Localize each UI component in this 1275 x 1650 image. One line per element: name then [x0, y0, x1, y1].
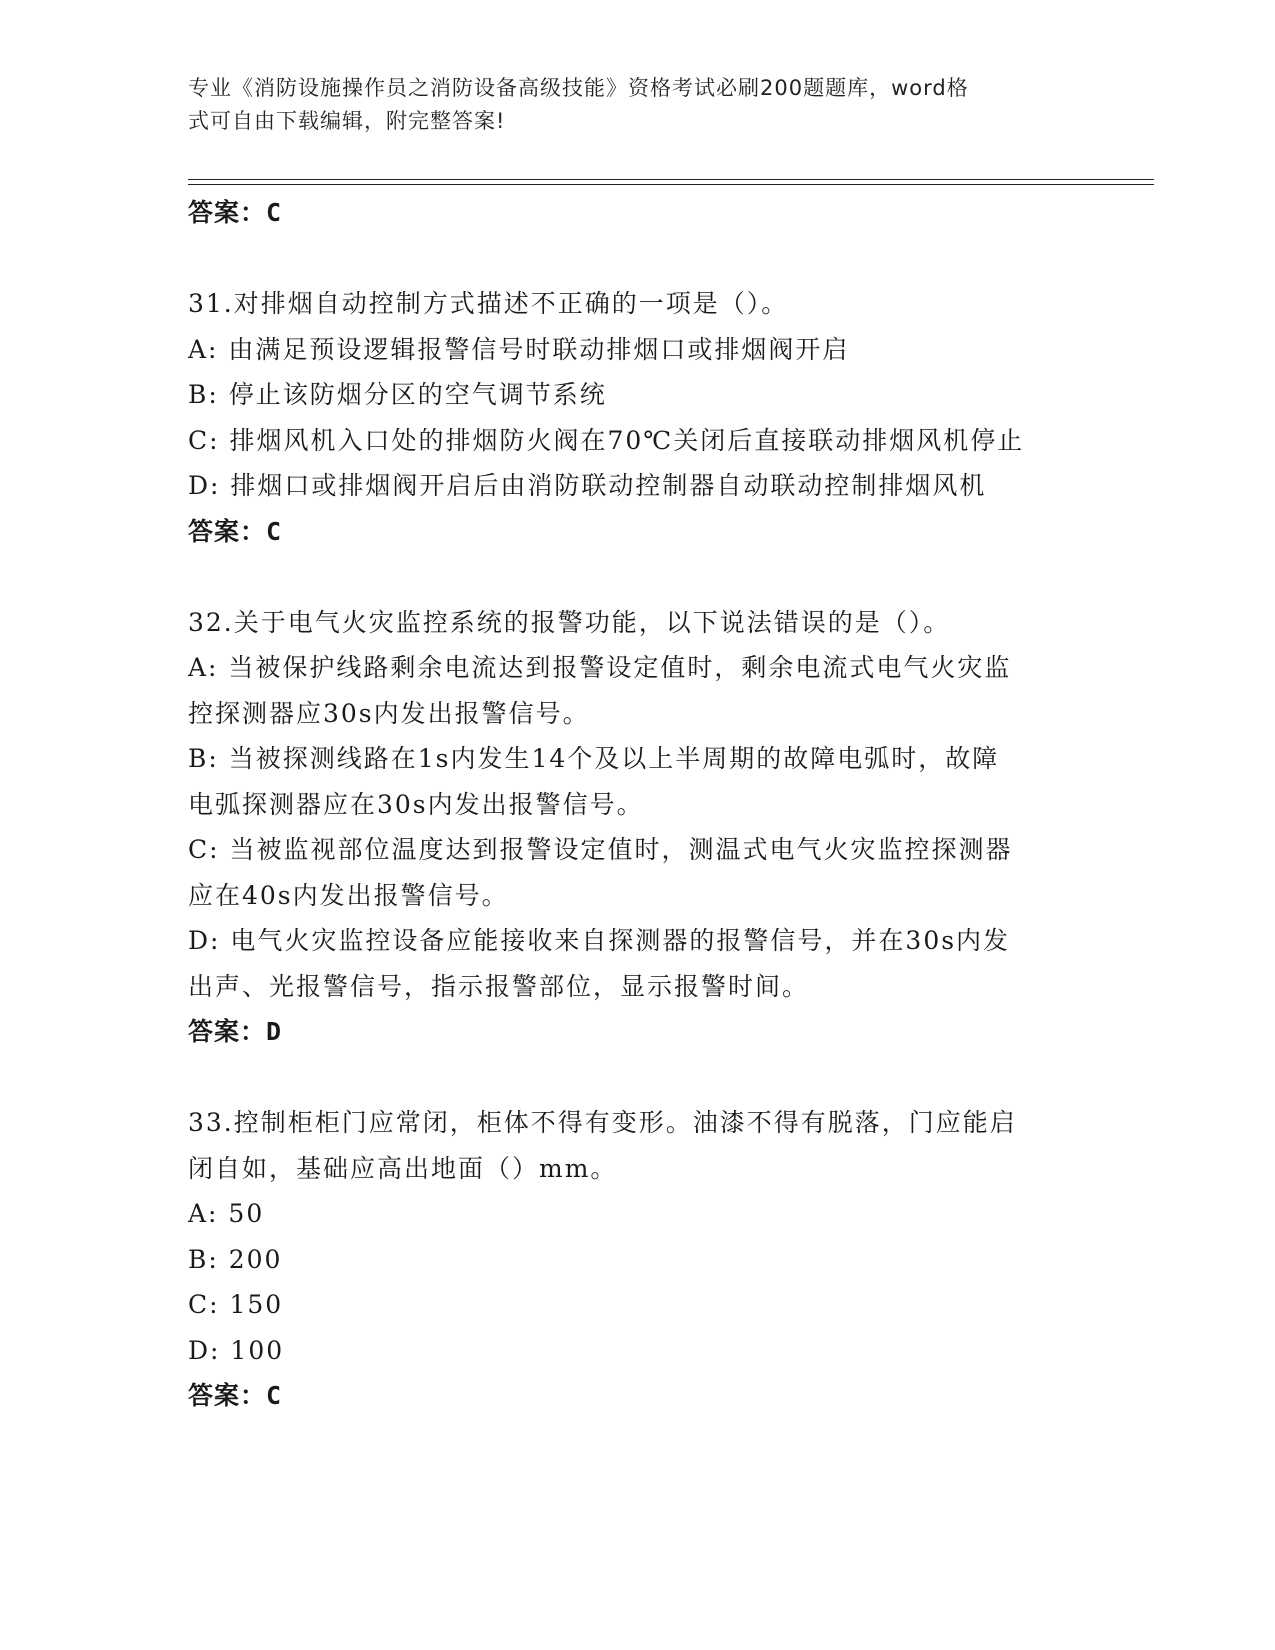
question-answer: [188, 1373, 1088, 1419]
answer-label: 答案：: [188, 198, 267, 227]
question-answer: [188, 1009, 1088, 1055]
spacer: [188, 236, 1088, 282]
option-c-cont: 应在40s内发出报警信号。: [188, 880, 509, 910]
spacer: [188, 554, 1088, 600]
option-b: B: 当被探测线路在1s内发生14个及以上半周期的故障电弧时，故障: [188, 744, 1000, 773]
question-32: [188, 600, 1088, 1055]
answer-label: 答案：: [188, 516, 267, 546]
option-d: D: 100: [188, 1335, 285, 1365]
option-a-cont: 控探测器应30s内发出报警信号。: [188, 698, 590, 728]
option-b: B: 停止该防烟分区的空气调节系统: [188, 380, 607, 409]
option-b: B: 200: [188, 1244, 283, 1274]
answer-label: 答案：: [188, 1017, 267, 1046]
previous-answer: [188, 190, 1088, 236]
option-a: A: 由满足预设逻辑报警信号时联动排烟口或排烟阀开启: [188, 334, 850, 364]
question-33: [188, 1100, 1088, 1419]
option-a: A: 50: [188, 1199, 265, 1228]
option-c: C: 150: [188, 1290, 284, 1319]
spacer: [188, 1055, 1088, 1101]
question-stem: 31.对排烟自动控制方式描述不正确的一项是（）。: [188, 289, 789, 318]
option-d: D: 电气火灾监控设备应能接收来自探测器的报警信号，并在30s内发: [188, 926, 1011, 955]
option-d: D: 排烟口或排烟阀开启后由消防联动控制器自动联动控制排烟风机: [188, 471, 987, 500]
header-line-2: 式可自由下载编辑，附完整答案!: [188, 109, 506, 133]
option-a: A: 当被保护线路剩余电流达到报警设定值时，剩余电流式电气火灾监: [188, 653, 1012, 682]
answer-value: C: [266, 516, 283, 546]
header-line-1: 专业《消防设施操作员之消防设备高级技能》资格考试必刷200题题库，word格: [188, 76, 969, 100]
answer-label: 答案：: [188, 1381, 267, 1410]
answer-value: C: [266, 198, 283, 227]
answer-value: C: [266, 1381, 283, 1410]
option-c: C: 当被监视部位温度达到报警设定值时，测温式电气火灾监控探测器: [188, 835, 1013, 864]
answer-value: D: [266, 1017, 283, 1046]
header-rule-bottom: [188, 184, 1154, 185]
question-stem: 32.关于电气火灾监控系统的报警功能，以下说法错误的是（）。: [188, 607, 951, 637]
question-stem: 33.控制柜柜门应常闭，柜体不得有变形。油漆不得有脱落，门应能启: [188, 1108, 1017, 1137]
document-header: [188, 72, 1068, 138]
option-c: C: 排烟风机入口处的排烟防火阀在70℃关闭后直接联动排烟风机停止: [188, 425, 1025, 455]
question-list: [188, 190, 1088, 1419]
question-stem-cont: 闭自如，基础应高出地面（）mm。: [188, 1153, 618, 1183]
question-31: [188, 281, 1088, 554]
header-rule-top: [188, 179, 1154, 180]
option-b-cont: 电弧探测器应在30s内发出报警信号。: [188, 789, 644, 819]
question-answer: [188, 509, 1088, 555]
option-d-cont: 出声、光报警信号，指示报警部位，显示报警时间。: [188, 971, 810, 1001]
